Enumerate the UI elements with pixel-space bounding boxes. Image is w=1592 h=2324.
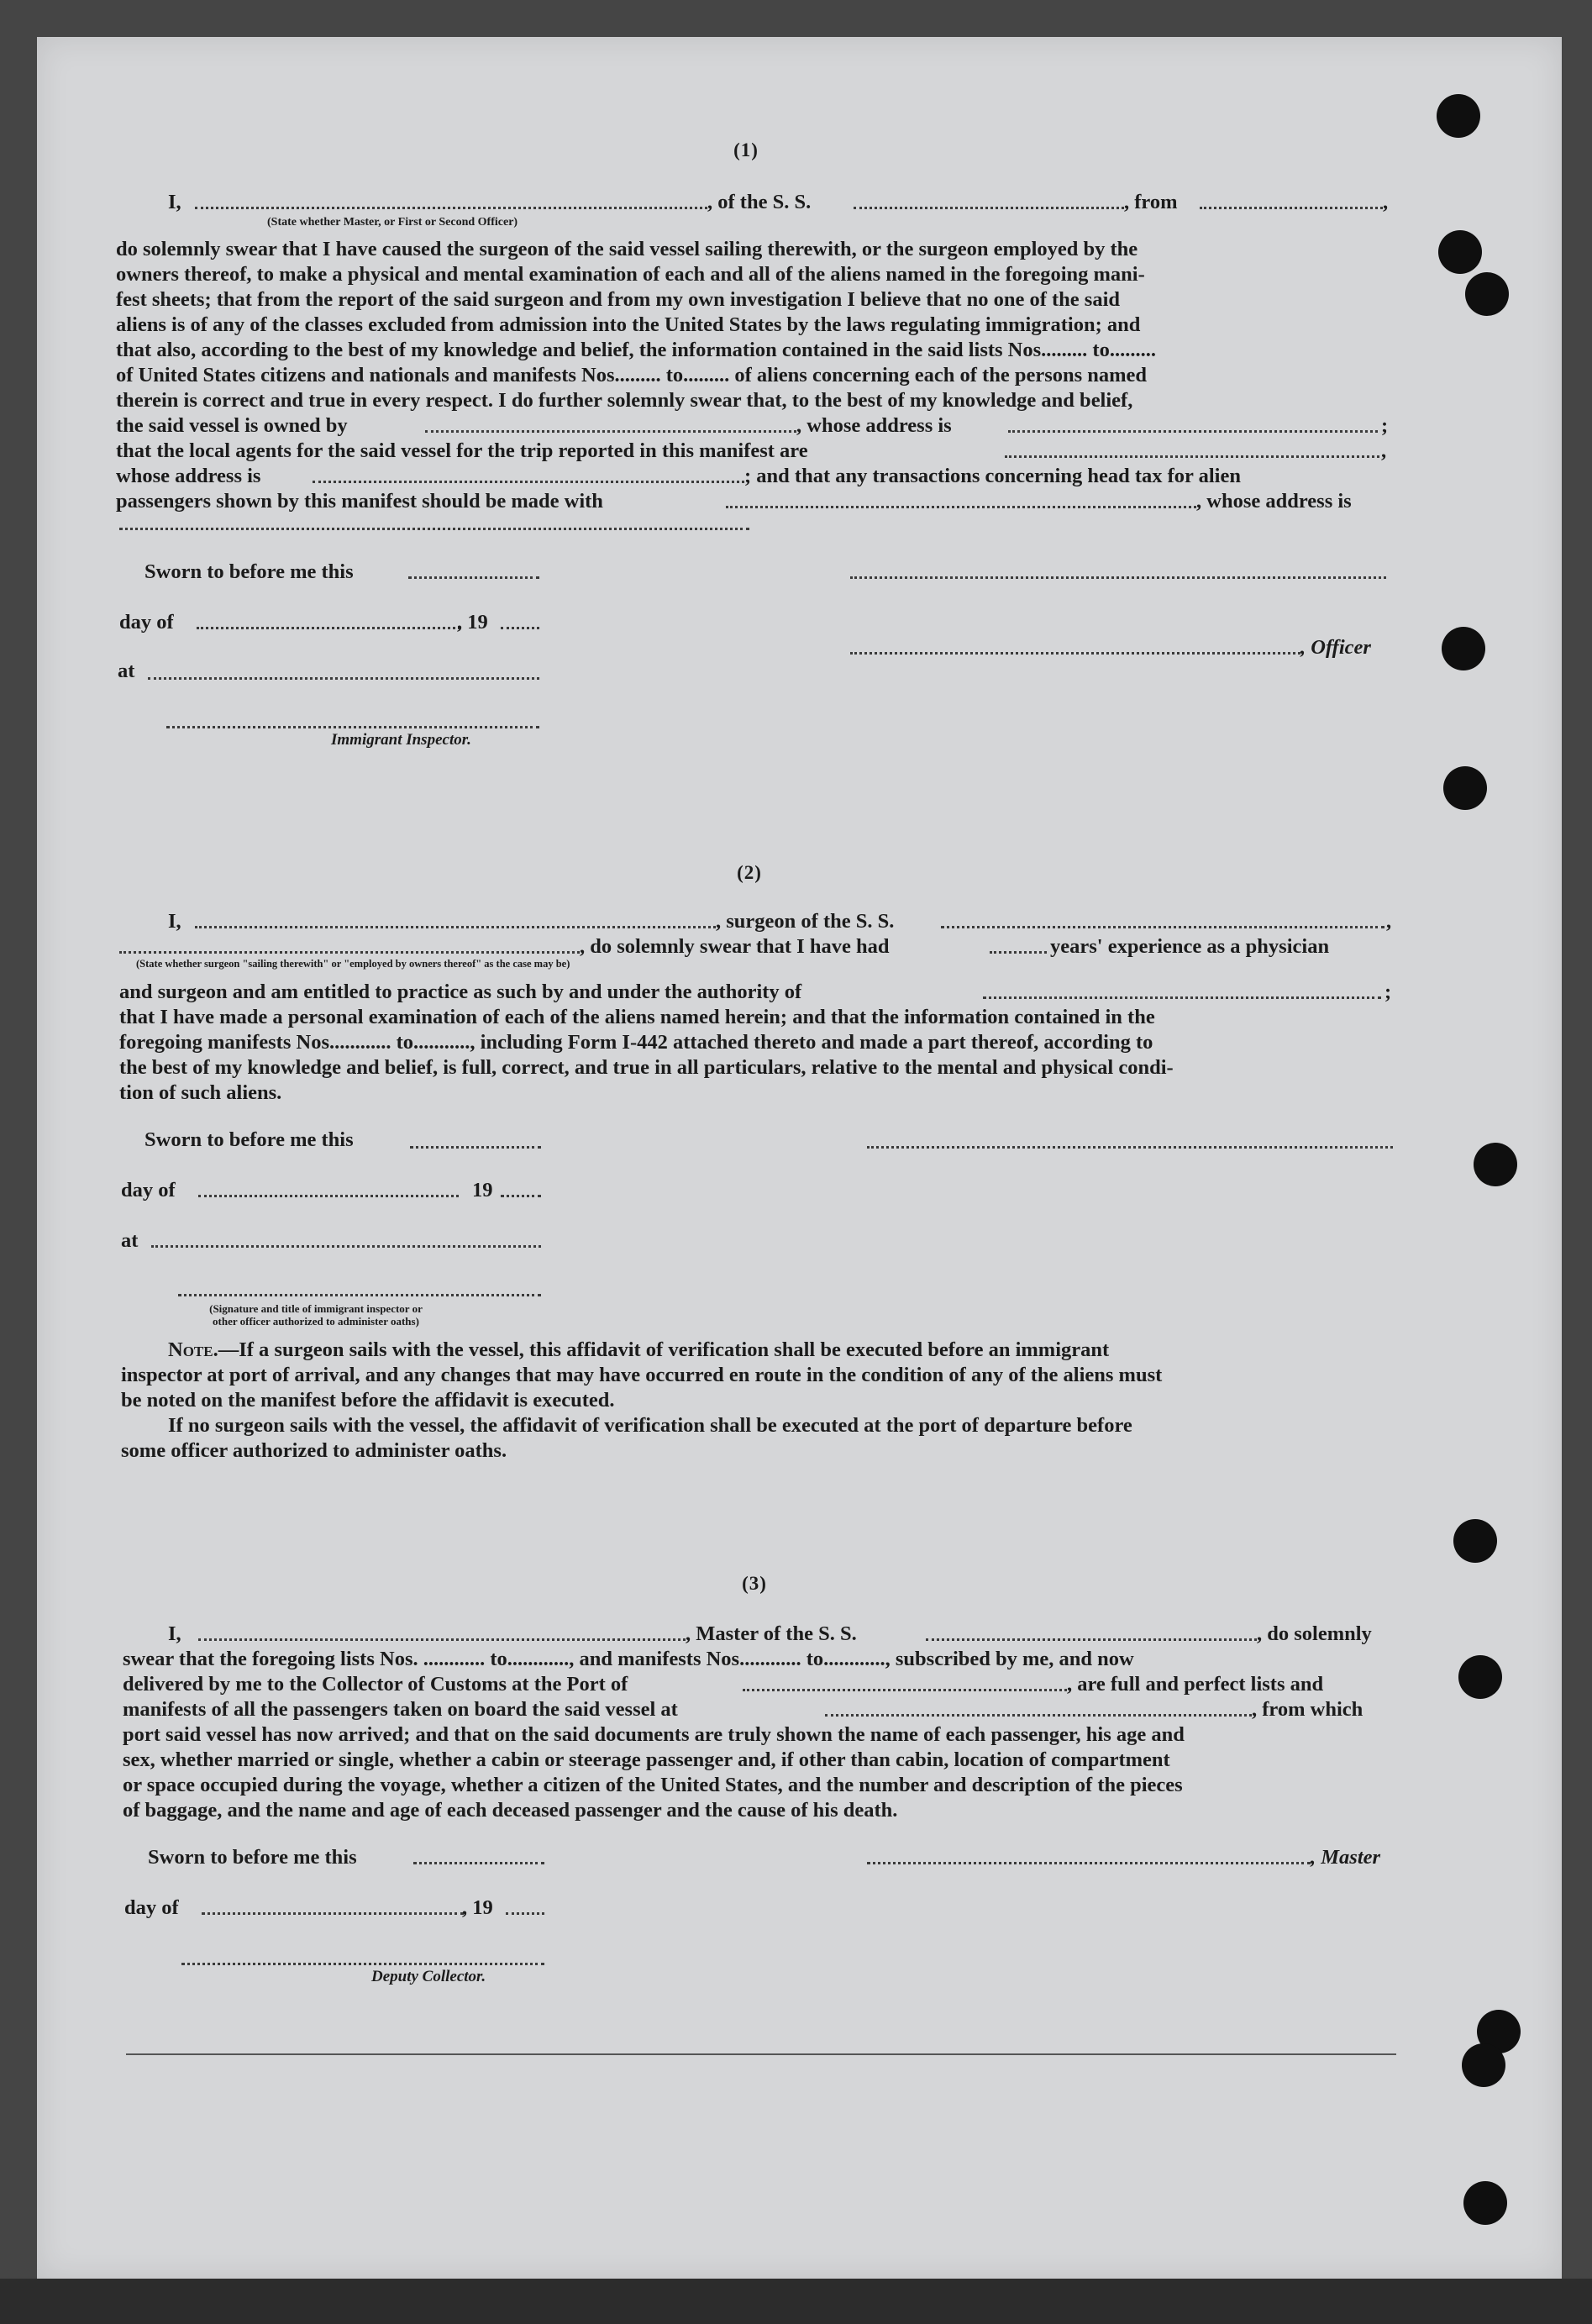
s2-swear-label: , do solemnly swear that I have had [580,935,890,958]
s1-para-line: therein is correct and true in every respect. I do further solemnly swear that, to the best of my knowledge and belief, [116,389,1133,412]
s1-para-line: owners thereof, to make a physical and mental examination of each and all of the aliens named in the foregoing mani- [116,263,1145,286]
owner-field[interactable] [425,430,796,433]
s1-year-label: , 19 [457,611,488,634]
s3-from-which-label: , from which [1252,1698,1363,1721]
s1-agents-label: that the local agents for the said vessel for the trip reported in this manifest are [116,439,808,462]
s2-dayof-label: day of [121,1179,176,1201]
s2-signature-caption-2: other officer authorized to administer oaths) [213,1315,419,1328]
s1-sworn-day-field[interactable] [408,576,539,579]
years-experience-field[interactable] [990,951,1047,954]
head-tax-party-field[interactable] [726,506,1196,508]
surgeon-status-field[interactable] [119,951,580,954]
s2-surgeon-signature-line[interactable] [867,1146,1393,1149]
s1-whose-address-label: , whose address is [796,414,952,437]
officer-label: , Officer [1300,636,1371,659]
s1-passengers-label: passengers shown by this manifest should be made with [116,490,603,513]
s2-line-i: I, [168,910,181,933]
s1-line-i: I, [168,191,181,213]
s2-month-field[interactable] [198,1195,459,1197]
s1-para-line: of United States citizens and nationals and manifests Nos......... to......... of aliens concerning each of the persons named [116,364,1148,386]
s1-at-label: at [118,660,135,682]
note-label: Note. [168,1338,218,1361]
s3-para-line: swear that the foregoing lists Nos. ............ to............, and manifests Nos............ to............, subscribed by me, and now [123,1648,1134,1670]
agent-address-field[interactable] [313,481,744,483]
s1-owned-by-label: the said vessel is owned by [116,414,348,437]
s1-inspector-signature-line[interactable] [166,726,539,728]
s2-comma: , [1386,910,1392,933]
s3-month-field[interactable] [202,1912,464,1915]
s3-perfect-lists-label: , are full and perfect lists and [1067,1673,1324,1696]
s3-master-name-field[interactable] [198,1638,686,1641]
s1-caption: (State whether Master, or First or Second Officer) [267,216,518,229]
s2-at-label: at [121,1229,139,1252]
s1-officer-signature-line-1[interactable] [850,576,1386,579]
s1-at-field[interactable] [148,677,539,680]
s1-month-field[interactable] [197,627,460,629]
s3-para-line: of baggage, and the name and age of each deceased passenger and the cause of his death. [123,1799,898,1822]
section-2-number: (2) [737,862,762,883]
s1-para-line: aliens is of any of the classes excluded from admission into the United States by the laws regulating immigration; and [116,313,1141,336]
note-line: inspector at port of arrival, and any changes that may have occurred en route in the condition of any of the aliens must [121,1364,1163,1386]
punch-hole [1443,766,1487,810]
s3-port-label: delivered by me to the Collector of Customs at the Port of [123,1673,628,1696]
s1-para-line: fest sheets; that from the report of the said surgeon and from my own investigation I believe that no one of the said [116,288,1120,311]
s2-surgeon-label: , surgeon of the S. S. [716,910,895,933]
s2-signature-caption-1: (Signature and title of immigrant inspector or [209,1302,423,1315]
s2-year-label: 19 [472,1179,493,1201]
punch-hole [1462,2043,1505,2087]
section-3-number: (3) [742,1573,767,1594]
punch-hole [1442,627,1485,670]
note-text-1: —If a surgeon sails with the vessel, this affidavit of verification shall be executed before an immigrant [218,1338,1110,1361]
immigrant-inspector-label: Immigrant Inspector. [331,731,471,749]
s3-master-signature-line[interactable] [867,1862,1311,1864]
s2-signature-caption [165,1302,467,1328]
head-tax-address-field[interactable] [119,528,749,530]
s2-para-line: tion of such aliens. [119,1081,282,1104]
vessel-name-field[interactable] [854,207,1124,209]
s3-year-field[interactable] [506,1912,544,1915]
punch-hole [1474,1143,1517,1186]
punch-hole [1437,94,1480,138]
s1-agent-address-label: whose address is [116,465,261,487]
s1-line-from: , from [1124,191,1178,213]
s2-experience-label: years' experience as a physician [1050,935,1330,958]
note-line: be noted on the manifest before the affidavit is executed. [121,1389,615,1412]
punch-hole [1465,272,1509,316]
surgeon-name-field[interactable] [195,926,716,928]
s2-vessel-field[interactable] [941,926,1384,928]
deputy-collector-label: Deputy Collector. [371,1968,486,1985]
s2-para-line: foregoing manifests Nos............ to..........., including Form I-442 attached thereto and made a part thereof, according to [119,1031,1153,1054]
scan-border [0,2279,1592,2324]
s2-para-line: the best of my knowledge and belief, is full, correct, and true in all particulars, relative to the mental and physical condi- [119,1056,1174,1079]
s2-at-field[interactable] [151,1245,541,1248]
punch-hole [1453,1519,1497,1563]
s3-sworn-label: Sworn to before me this [148,1846,357,1869]
s3-para-line: or space occupied during the voyage, whether a citizen of the United States, and the number and description of the pieces [123,1774,1183,1796]
punch-hole [1463,2181,1507,2225]
port-of-arrival-field[interactable] [743,1689,1067,1691]
s1-year-field[interactable] [501,627,539,629]
s2-caption: (State whether surgeon "sailing therewith" or "employed by owners thereof" as the case may be) [136,958,570,970]
punch-hole [1458,1655,1502,1699]
authority-field[interactable] [983,996,1381,999]
master-name-field[interactable] [195,207,707,209]
s3-line-i: I, [168,1622,181,1645]
note-line: If no surgeon sails with the vessel, the affidavit of verification shall be executed at the port of departure before [168,1414,1132,1437]
s1-sworn-label: Sworn to before me this [144,560,354,583]
s1-line-comma: , [1383,191,1389,213]
s1-comma: , [1381,439,1387,462]
s1-para-line: do solemnly swear that I have caused the surgeon of the said vessel sailing therewith, or the surgeon employed by the [116,238,1138,260]
s2-authority-label: and surgeon and am entitled to practice as such by and under the authority of [119,981,802,1003]
bottom-rule [126,2053,1396,2055]
note-line-1 [168,1338,1109,1363]
s3-vessel-field[interactable] [926,1638,1257,1641]
s3-sworn-day-field[interactable] [413,1862,544,1864]
s1-para-line: that also, according to the best of my knowledge and belief, the information contained in the said lists Nos......... to......... [116,339,1156,361]
s1-whose-address-2: , whose address is [1196,490,1352,513]
s1-head-tax-text: ; and that any transactions concerning head tax for alien [744,465,1241,487]
owner-address-field[interactable] [1008,430,1378,433]
s3-para-line: sex, whether married or single, whether a cabin or steerage passenger and, if other than cabin, location of compartment [123,1748,1170,1771]
s3-taken-on-board-label: manifests of all the passengers taken on board the said vessel at [123,1698,678,1721]
s2-para-line: that I have made a personal examination of each of the aliens named herein; and that the information contained in the [119,1006,1155,1028]
s2-year-field[interactable] [501,1195,541,1197]
s3-collector-signature-line[interactable] [181,1963,544,1965]
agents-field[interactable] [1005,455,1379,458]
note-line: some officer authorized to administer oaths. [121,1439,507,1462]
s2-semicolon: ; [1384,981,1392,1003]
s1-officer-signature-line-2[interactable] [850,652,1300,655]
s2-sworn-day-field[interactable] [410,1146,541,1149]
s3-master-label: , Master of the S. S. [686,1622,857,1645]
s3-dayof-label: day of [124,1896,179,1919]
s3-para-line: port said vessel has now arrived; and that on the said documents are truly shown the name of each passenger, his age and [123,1723,1185,1746]
section-1-number: (1) [733,139,759,160]
s1-line-ss: , of the S. S. [707,191,812,213]
s2-inspector-signature-line[interactable] [178,1294,541,1296]
from-port-field[interactable] [1200,207,1383,209]
s2-sworn-label: Sworn to before me this [144,1128,354,1151]
s3-year-label: , 19 [462,1896,493,1919]
s1-semicolon: ; [1381,414,1389,437]
punch-hole [1438,230,1482,274]
port-of-embarkation-field[interactable] [825,1714,1252,1717]
s3-solemnly-label: , do solemnly [1257,1622,1372,1645]
master-label: , Master [1311,1846,1381,1869]
s1-dayof-label: day of [119,611,174,634]
